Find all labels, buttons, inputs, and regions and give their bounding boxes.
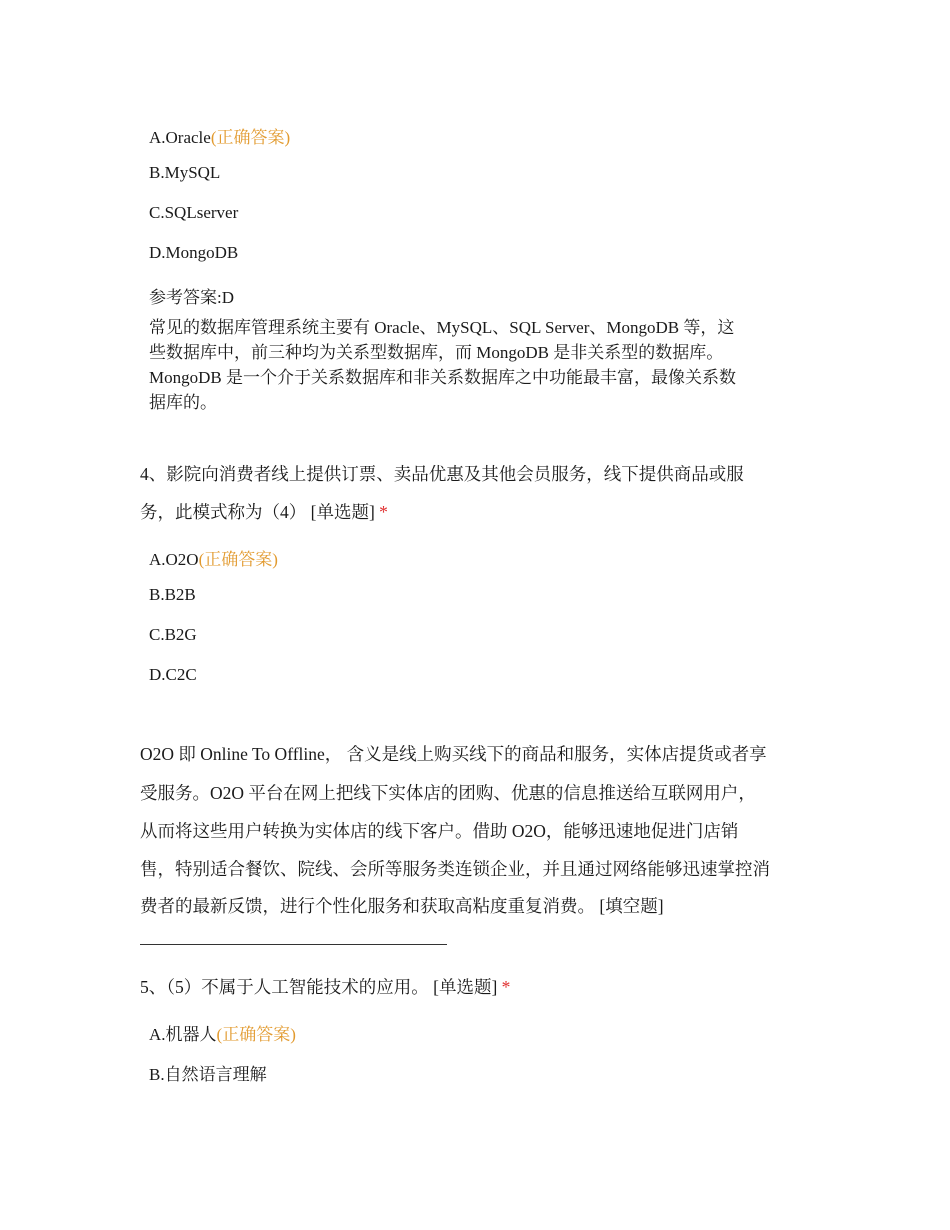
option-text: A.Oracle <box>149 128 211 147</box>
fill-blank-line: 从而将这些用户转换为实体店的线下客户。借助 O2O，能够迅速地促进门店销 <box>140 821 739 841</box>
q3-option-d[interactable] <box>149 243 238 263</box>
q3-reference-answer: 参考答案:D <box>149 288 234 307</box>
option-text: A.机器人 <box>149 1025 217 1044</box>
fill-blank-line: O2O 即 Online To Offline， 含义是线上购买线下的商品和服务，实体店提货或者享 <box>140 744 767 764</box>
q3-option-b[interactable] <box>149 163 220 183</box>
correct-answer-tag: (正确答案) <box>210 128 291 147</box>
answer-blank-line[interactable] <box>140 944 447 945</box>
option-text: D.C2C <box>149 665 197 684</box>
q5-option-b[interactable] <box>149 1060 267 1085</box>
q4-option-a[interactable] <box>149 545 278 570</box>
explanation-line: 据库的。 <box>149 393 217 412</box>
required-mark: * <box>501 977 511 997</box>
q4-question-line1: 4、影院向消费者线上提供订票、卖品优惠及其他会员服务，线下提供商品或服 <box>140 464 744 484</box>
explanation-line: 些数据库中，前三种均为关系型数据库，而 MongoDB 是非关系型的数据库。 <box>149 343 724 362</box>
option-text: B.B2B <box>149 585 196 604</box>
explanation-line: 常见的数据库管理系统主要有 Oracle、MySQL、SQL Server、MongoDB 等，这 <box>149 318 735 337</box>
option-text: B.自然语言理解 <box>149 1065 267 1084</box>
required-mark: * <box>379 502 388 522</box>
q5-option-a[interactable] <box>149 1020 296 1045</box>
option-text: B.MySQL <box>149 163 221 182</box>
q3-option-c[interactable] <box>149 203 238 223</box>
fill-blank-line: 费者的最新反馈，进行个性化服务和获取高粘度重复消费。 [填空题] <box>140 896 664 916</box>
q3-explanation <box>149 315 736 415</box>
option-text: A.O2O <box>149 550 199 569</box>
q4-question-line2 <box>140 499 388 524</box>
correct-answer-tag: (正确答案) <box>216 1025 296 1044</box>
option-text: C.SQLserver <box>149 203 239 222</box>
option-text: D.MongoDB <box>149 243 239 262</box>
q3-option-a[interactable] <box>149 123 290 148</box>
question-text: 5、（5）不属于人工智能技术的应用。 [单选题] <box>140 977 502 997</box>
fill-blank-line: 售，特别适合餐饮、院线、会所等服务类连锁企业，并且通过网络能够迅速掌控消 <box>140 859 770 879</box>
q5-question <box>140 974 510 999</box>
fill-blank-line: 受服务。O2O 平台在网上把线下实体店的团购、优惠的信息推送给互联网用户， <box>140 783 756 803</box>
question-text: 务，此模式称为（4） [单选题] <box>140 502 380 522</box>
correct-answer-tag: (正确答案) <box>198 550 278 569</box>
q4-option-d[interactable] <box>149 665 197 685</box>
option-text: C.B2G <box>149 625 197 644</box>
q4-option-c[interactable] <box>149 625 197 645</box>
q4-option-b[interactable] <box>149 585 196 605</box>
explanation-line: MongoDB 是一个介于关系数据库和非关系数据库之中功能最丰富，最像关系数 <box>149 368 736 387</box>
